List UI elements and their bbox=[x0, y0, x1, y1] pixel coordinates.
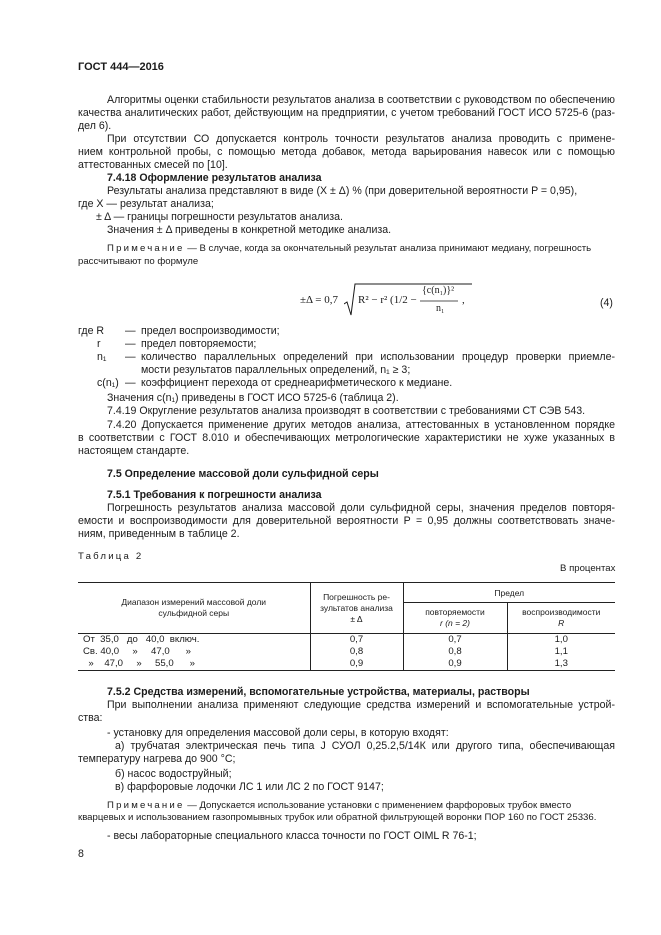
note-installation-line2: кварцевых и использованием газопромывных трубок или обратной фильтрующей воронки ПОР 160 по ГОСТ 25336. bbox=[78, 812, 597, 823]
cell-range: От 35,0 до 40,0 включ. bbox=[78, 634, 310, 646]
where-x-line: где X — результат анализа; bbox=[78, 198, 214, 210]
section-7-5-1-line2: емости и воспроизводимости для доверительной вероятности P = 0,95 должны соответствовать значе- bbox=[78, 515, 615, 527]
where-small-r-dash: — bbox=[125, 338, 136, 350]
section-7-4-18-heading: 7.4.18 Оформление результатов анализа bbox=[107, 172, 322, 184]
header-limit: Предел bbox=[403, 583, 615, 603]
where-n1-dash: — bbox=[125, 351, 136, 363]
table-units: В процентах bbox=[560, 563, 616, 574]
where-n1-symbol: n₁ bbox=[97, 351, 107, 363]
where-n1-text-cont: мости результатов параллельных определений, n₁ ≥ 3; bbox=[141, 364, 411, 376]
cell-reproducibility: 1,0 bbox=[554, 634, 568, 646]
header-error-line2: зультатов анализа bbox=[320, 602, 393, 613]
note-median bbox=[107, 243, 591, 255]
where-r-text: предел воспроизводимости; bbox=[141, 325, 280, 337]
cell-repeatability: 0,8 bbox=[403, 646, 507, 658]
where-small-r-text: предел повторяемости; bbox=[141, 338, 257, 350]
cell-reproducibility: 1,1 bbox=[554, 646, 568, 657]
section-7-5-1-heading: 7.5.1 Требования к погрешности анализа bbox=[107, 489, 322, 501]
formula-tail: , bbox=[462, 294, 465, 306]
header-reproducibility bbox=[507, 603, 615, 634]
equipment-item-furnace-cont: температуру нагрева до 900 °C; bbox=[78, 753, 236, 765]
results-form-line: Результаты анализа представляют в виде (X ± Δ) % (при доверительной вероятности P = 0,95), bbox=[107, 185, 578, 197]
cell-error: 0,9 bbox=[310, 658, 403, 671]
header-range bbox=[78, 583, 310, 634]
equation-number: (4) bbox=[600, 297, 613, 309]
where-cn1-dash: — bbox=[125, 377, 136, 389]
header-error bbox=[310, 583, 403, 634]
doc-title: ГОСТ 444—2016 bbox=[78, 61, 164, 73]
section-7-5-2-heading: 7.5.2 Средства измерений, вспомогательные устройства, материалы, растворы bbox=[107, 686, 530, 698]
equipment-item-scales: - весы лабораторные специального класса точности по ГОСТ OIML R 76-1; bbox=[107, 830, 477, 842]
section-7-4-20-line1: 7.4.20 Допускается применение других методов анализа, аттестованных в установленном порядке bbox=[107, 419, 615, 431]
intro-p1-line3: дел 6). bbox=[78, 120, 112, 132]
intro-p1-line1: Алгоритмы оценки стабильности результатов анализа в соответствии с руководством по обеспечению bbox=[107, 94, 615, 106]
where-r-symbol: где R bbox=[78, 325, 105, 337]
equipment-item-pump: б) насос водоструйный; bbox=[115, 768, 232, 780]
error-bounds-line: ± Δ — границы погрешности результатов анализа. bbox=[96, 211, 343, 223]
intro-p2-line3: аттестованных смесей по [10]. bbox=[78, 159, 228, 171]
page-number: 8 bbox=[78, 848, 84, 860]
section-7-5-2-line1: При выполнении анализа применяют следующие средства измерений и вспомогательные устрой- bbox=[107, 699, 615, 711]
values-delta-line: Значения ± Δ приведены в конкретной методике анализа. bbox=[107, 224, 392, 236]
intro-p2-line2: нием контрольной пробы, с помощью метода добавок, метода варьирования навесок или с помощью bbox=[78, 146, 615, 158]
section-7-5-1-line1: Погрешность результатов анализа массовой доли сульфидной серы, значения пределов повторя- bbox=[107, 502, 615, 514]
where-cn1-text: коэффициент перехода от среднеарифметического к медиане. bbox=[141, 377, 453, 389]
where-cn1-symbol: c(n₁) bbox=[97, 377, 119, 389]
intro-p2-line1: При отсутствии СО допускается контроль точности результатов анализа проводить с примене- bbox=[107, 133, 615, 145]
section-7-4-19: 7.4.19 Округление результатов анализа производят в соответствии с требованиями СТ СЭВ 543. bbox=[107, 405, 586, 417]
note-text-2: — Допускается использование установки с применением фарфоровых трубок вместо bbox=[184, 800, 572, 811]
cell-reproducibility: 1,3 bbox=[507, 658, 615, 671]
section-7-4-20-line2: в соответствии с ГОСТ 8.010 и обеспечивающих метрологические характеристики не хуже указанных в bbox=[78, 432, 615, 444]
header-error-line3: ± Δ bbox=[350, 613, 363, 624]
table-row bbox=[78, 658, 615, 671]
cell-range: Св. 40,0 » 47,0 » bbox=[78, 646, 310, 658]
where-small-r-symbol: r bbox=[97, 338, 101, 350]
formula-numerator: {c(n₁)}² bbox=[422, 285, 455, 296]
cell-error: 0,7 bbox=[310, 634, 403, 646]
cell-repeatability: 0,9 bbox=[403, 658, 507, 671]
table-2 bbox=[78, 582, 615, 671]
values-cn1-line: Значения c(n₁) приведены в ГОСТ ИСО 5725-6 (таблица 2). bbox=[107, 392, 399, 404]
section-7-4-20-line3: настоящем стандарте. bbox=[78, 445, 190, 457]
where-n1-text: количество параллельных определений при использовании процедур проверки приемле- bbox=[141, 351, 615, 363]
formula-lhs: ±Δ = 0,7 bbox=[300, 294, 338, 306]
equipment-item-boats: в) фарфоровые лодочки ЛС 1 или ЛС 2 по ГОСТ 9147; bbox=[115, 781, 384, 793]
note-text: — В случае, когда за окончательный результат анализа принимают медиану, погрешность bbox=[184, 243, 592, 254]
where-r-dash: — bbox=[125, 325, 136, 337]
header-repeatability bbox=[403, 603, 507, 634]
header-repeatability-line2: r (n = 2) bbox=[440, 618, 470, 628]
table-row bbox=[78, 646, 615, 658]
cell-range: » 47,0 » 55,0 » bbox=[78, 658, 310, 671]
header-error-line1: Погрешность ре- bbox=[323, 591, 390, 602]
note-label-2: Примечание bbox=[107, 800, 185, 811]
header-reproducibility-line1: воспроизводимости bbox=[522, 607, 601, 617]
note-installation bbox=[107, 800, 571, 812]
equipment-item-installation: - установку для определения массовой доли серы, в которую входят: bbox=[107, 727, 449, 739]
header-reproducibility-line2: R bbox=[558, 618, 565, 628]
intro-p1-line2: качества аналитических работ, действующим на предприятии, с учетом требований ГОСТ ИСО 5725-6 (раз- bbox=[78, 107, 615, 119]
header-range-line2: сульфидной серы bbox=[158, 608, 230, 618]
table-row bbox=[78, 634, 615, 646]
cell-repeatability: 0,7 bbox=[403, 634, 507, 646]
formula-denominator: n₁ bbox=[436, 303, 445, 314]
note-label: Примечание bbox=[107, 243, 185, 254]
cell-error: 0,8 bbox=[310, 646, 403, 658]
table-caption: Таблица 2 bbox=[78, 551, 144, 562]
equipment-item-furnace: а) трубчатая электрическая печь типа J СУОЛ 0,25.2,5/14К или другого типа, обеспечивающая bbox=[115, 740, 615, 752]
header-repeatability-line1: повторяемости bbox=[425, 607, 485, 617]
section-7-5-1-line3: ниям, приведенным в таблице 2. bbox=[78, 528, 240, 540]
section-7-5-heading: 7.5 Определение массовой доли сульфидной серы bbox=[107, 468, 379, 480]
header-range-line1: Диапазон измерений массовой доли bbox=[121, 597, 267, 607]
table-header-row-1 bbox=[78, 583, 615, 603]
note-median-line2: рассчитывают по формуле bbox=[78, 256, 199, 267]
formula-radicand: R² − r² (1/2 − bbox=[358, 294, 417, 306]
section-7-5-2-line2: ства: bbox=[78, 712, 103, 724]
